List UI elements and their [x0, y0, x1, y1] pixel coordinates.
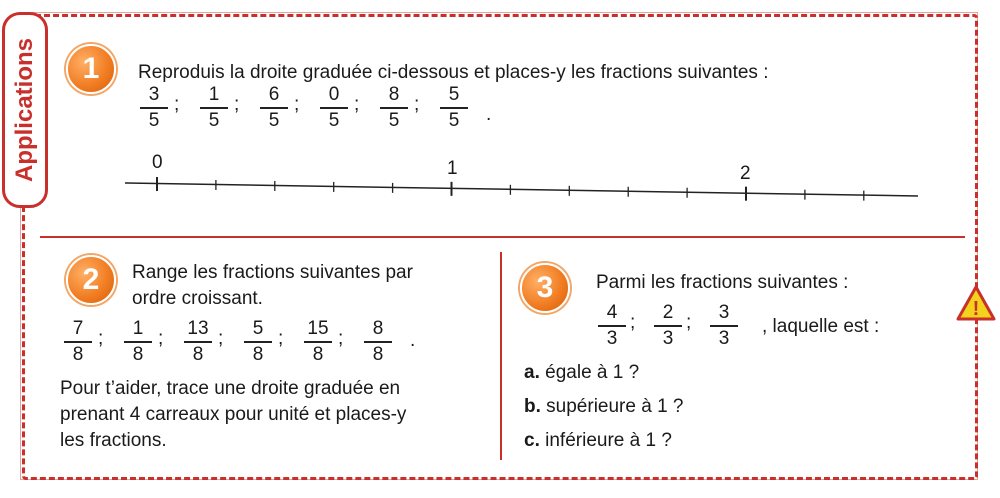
ex2-fraction — [364, 318, 392, 366]
numerator: 0 — [328, 84, 340, 105]
fraction-bar — [124, 341, 152, 343]
denominator: 5 — [268, 109, 280, 131]
exercise-2-instruction-line2: ordre croissant. — [132, 288, 263, 309]
numerator: 2 — [662, 302, 674, 323]
fraction-bar — [184, 341, 212, 343]
number-line-label-2: 2 — [740, 163, 751, 184]
numerator: 1 — [132, 318, 144, 339]
denominator: 8 — [312, 343, 324, 365]
numerator: 3 — [718, 302, 730, 323]
ex2-fraction — [304, 318, 332, 366]
ex2-fraction — [124, 318, 152, 366]
fraction-bar — [710, 325, 738, 327]
section-divider-horizontal — [40, 236, 965, 238]
ex3-fraction — [598, 302, 626, 350]
warning-icon — [956, 285, 996, 321]
exercise-2-instruction-line1: Range les fractions suivantes par — [132, 262, 413, 283]
number-line-label-1: 1 — [447, 158, 458, 179]
separator: ; — [414, 94, 420, 115]
separator: ; — [98, 328, 104, 349]
denominator: 8 — [372, 343, 384, 365]
fraction-bar — [244, 341, 272, 343]
exercise-3-instruction: Parmi les fractions suivantes : — [596, 272, 849, 293]
ex2-fraction — [184, 318, 212, 366]
denominator: 5 — [208, 109, 220, 131]
numerator: 5 — [448, 84, 460, 105]
option-c-letter: c. — [524, 430, 540, 451]
fraction-bar — [598, 325, 626, 327]
denominator: 5 — [148, 109, 160, 131]
separator: ; — [158, 328, 164, 349]
separator: ; — [278, 328, 284, 349]
separator: ; — [686, 312, 692, 333]
numerator: 6 — [268, 84, 280, 105]
separator: ; — [174, 94, 180, 115]
denominator: 8 — [72, 343, 84, 365]
exercise-2-number: 2 — [82, 263, 100, 296]
exercise-3-question: , laquelle est : — [762, 316, 880, 337]
separator: ; — [294, 94, 300, 115]
option-b-letter: b. — [524, 396, 541, 417]
option-c-text: inférieure à 1 ? — [545, 430, 672, 451]
ex3-fraction — [710, 302, 738, 350]
option-a-text: égale à 1 ? — [545, 362, 640, 383]
numerator: 15 — [307, 318, 329, 339]
exercise-3-number: 3 — [536, 271, 554, 304]
svg-text:!: ! — [972, 298, 980, 320]
exercise-2-period: . — [410, 330, 416, 351]
exercise-1-instruction: Reproduis la droite graduée ci-dessous et places-y les fractions suivantes : — [138, 62, 769, 83]
separator: ; — [234, 94, 240, 115]
numerator: 5 — [252, 318, 264, 339]
exercise-2-hint-line2: prenant 4 carreaux pour unité et places-y — [60, 404, 407, 425]
option-c — [524, 428, 672, 454]
option-b — [524, 394, 684, 420]
number-line-axis — [125, 183, 918, 196]
separator: ; — [338, 328, 344, 349]
separator: ; — [354, 94, 360, 115]
fraction-bar — [654, 325, 682, 327]
ex3-fraction — [654, 302, 682, 350]
denominator: 5 — [448, 109, 460, 131]
separator: ; — [218, 328, 224, 349]
exercise-2-hint-line3: les fractions. — [60, 430, 167, 451]
fraction-bar — [304, 341, 332, 343]
exercise-2-badge — [66, 255, 116, 305]
denominator: 3 — [718, 327, 730, 349]
option-a-letter: a. — [524, 362, 540, 383]
numerator: 7 — [72, 318, 84, 339]
denominator: 3 — [606, 327, 618, 349]
exercise-1-number: 1 — [82, 52, 100, 85]
numerator: 4 — [606, 302, 618, 323]
fraction-bar — [64, 341, 92, 343]
denominator: 5 — [388, 109, 400, 131]
numerator: 3 — [148, 84, 160, 105]
numerator: 1 — [208, 84, 220, 105]
fraction-bar — [364, 341, 392, 343]
exercise-3-badge — [520, 263, 570, 313]
denominator: 8 — [192, 343, 204, 365]
applications-label: Applications — [11, 37, 38, 183]
separator: ; — [630, 312, 636, 333]
numerator: 8 — [388, 84, 400, 105]
exercise-1-period: . — [486, 104, 492, 125]
denominator: 8 — [132, 343, 144, 365]
numerator: 8 — [372, 318, 384, 339]
number-line-label-0: 0 — [152, 152, 163, 173]
exercise-2-hint-line1: Pour t’aider, trace une droite graduée en — [60, 378, 401, 399]
section-divider-vertical — [500, 252, 502, 460]
denominator: 3 — [662, 327, 674, 349]
ex2-fraction — [244, 318, 272, 366]
denominator: 5 — [328, 109, 340, 131]
option-a — [524, 360, 639, 386]
numerator: 13 — [187, 318, 209, 339]
denominator: 8 — [252, 343, 264, 365]
ex2-fraction — [64, 318, 92, 366]
option-b-text: supérieure à 1 ? — [546, 396, 684, 417]
